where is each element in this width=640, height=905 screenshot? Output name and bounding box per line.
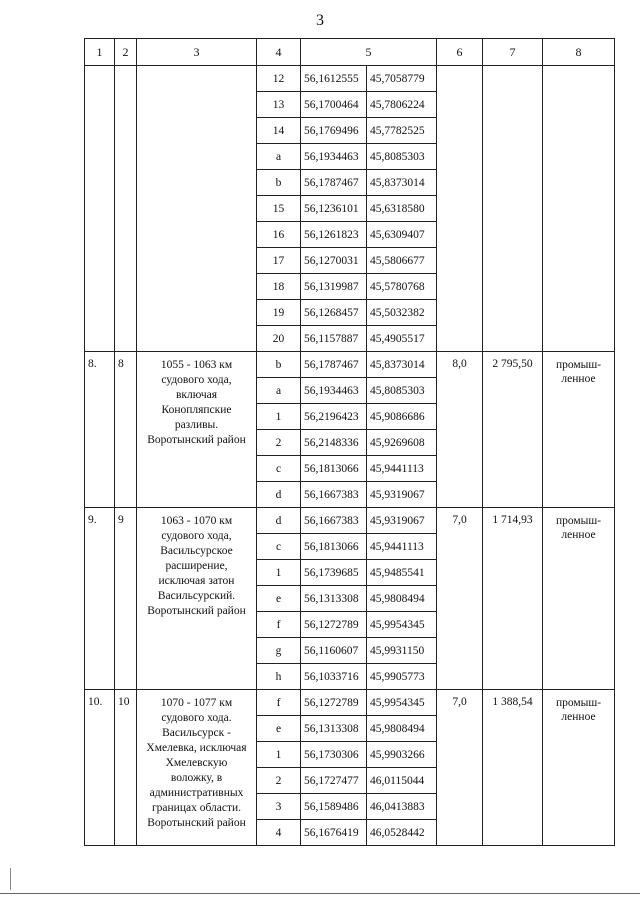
latitude-cell: 56,1667383 bbox=[301, 482, 367, 508]
table-row bbox=[85, 352, 615, 378]
header-row bbox=[85, 39, 615, 66]
section-id: 8 bbox=[115, 352, 137, 508]
point-label: 16 bbox=[257, 222, 301, 248]
longitude-cell: 45,9269608 bbox=[367, 430, 437, 456]
longitude-cell: 46,0528442 bbox=[367, 820, 437, 846]
latitude-cell: 56,1272789 bbox=[301, 612, 367, 638]
description-line: Хмелевка, исключая bbox=[146, 742, 247, 754]
latitude-cell: 56,1769496 bbox=[301, 118, 367, 144]
point-label: 1 bbox=[257, 742, 301, 768]
longitude-cell: 46,0115044 bbox=[367, 768, 437, 794]
usage-line: ленное bbox=[561, 529, 596, 541]
latitude-cell: 56,1787467 bbox=[301, 352, 367, 378]
description-line: судового хода, bbox=[161, 374, 232, 386]
longitude-cell: 45,6309407 bbox=[367, 222, 437, 248]
latitude-cell: 56,1612555 bbox=[301, 66, 367, 92]
col-7-blank bbox=[483, 66, 543, 352]
point-label: a bbox=[257, 378, 301, 404]
section-number: 8. bbox=[85, 352, 115, 508]
longitude-cell: 46,0413883 bbox=[367, 794, 437, 820]
latitude-cell: 56,1261823 bbox=[301, 222, 367, 248]
table-row bbox=[85, 508, 615, 534]
description-line: Воротынский район bbox=[147, 605, 246, 617]
longitude-cell: 45,8085303 bbox=[367, 144, 437, 170]
longitude-cell: 45,9903266 bbox=[367, 742, 437, 768]
header-col-7: 7 bbox=[483, 39, 543, 66]
latitude-cell: 56,1787467 bbox=[301, 170, 367, 196]
longitude-cell: 45,5780768 bbox=[367, 274, 437, 300]
usage-line: промыш- bbox=[555, 515, 602, 527]
section-area: 7,0 bbox=[437, 508, 483, 690]
latitude-cell: 56,1934463 bbox=[301, 378, 367, 404]
usage-line: промыш- bbox=[555, 359, 602, 371]
latitude-cell: 56,1739685 bbox=[301, 560, 367, 586]
point-label: 4 bbox=[257, 820, 301, 846]
description-line: воложку, в bbox=[170, 772, 223, 784]
header-col-6: 6 bbox=[437, 39, 483, 66]
header-col-1: 1 bbox=[85, 39, 115, 66]
header-col-5: 5 bbox=[301, 39, 437, 66]
point-label: 14 bbox=[257, 118, 301, 144]
description-line: расширение, bbox=[165, 560, 228, 572]
point-label: 1 bbox=[257, 404, 301, 430]
table-row bbox=[85, 66, 615, 92]
longitude-cell: 45,9954345 bbox=[367, 690, 437, 716]
description-line: судового хода, bbox=[161, 530, 232, 542]
point-label: 2 bbox=[257, 768, 301, 794]
longitude-cell: 45,5032382 bbox=[367, 300, 437, 326]
section-id: 10 bbox=[115, 690, 137, 846]
description-line: включая bbox=[175, 389, 218, 401]
longitude-cell: 45,5806677 bbox=[367, 248, 437, 274]
point-label: d bbox=[257, 508, 301, 534]
section-id: 9 bbox=[115, 508, 137, 690]
description-line: судового хода. bbox=[161, 712, 232, 724]
description-line: административных bbox=[149, 787, 244, 799]
longitude-cell: 45,9441113 bbox=[367, 456, 437, 482]
description-line: Васильсурское bbox=[160, 545, 233, 557]
section-usage bbox=[543, 352, 615, 508]
section-number: 10. bbox=[85, 690, 115, 846]
point-label: e bbox=[257, 716, 301, 742]
point-label: 1 bbox=[257, 560, 301, 586]
point-label: 20 bbox=[257, 326, 301, 352]
point-label: 15 bbox=[257, 196, 301, 222]
description-line: 1070 - 1077 км bbox=[160, 697, 233, 709]
usage-line: промыш- bbox=[555, 697, 602, 709]
point-label: h bbox=[257, 664, 301, 690]
margin-mark bbox=[10, 868, 11, 890]
longitude-cell: 45,7782525 bbox=[367, 118, 437, 144]
longitude-cell: 45,9441113 bbox=[367, 534, 437, 560]
point-label: 19 bbox=[257, 300, 301, 326]
usage-line: ленное bbox=[561, 711, 596, 723]
point-label: c bbox=[257, 534, 301, 560]
latitude-cell: 56,1727477 bbox=[301, 768, 367, 794]
point-label: d bbox=[257, 482, 301, 508]
longitude-cell: 45,8373014 bbox=[367, 352, 437, 378]
section-number: 9. bbox=[85, 508, 115, 690]
point-label: 2 bbox=[257, 430, 301, 456]
section-description bbox=[137, 690, 257, 846]
section-description bbox=[137, 508, 257, 690]
section-description bbox=[137, 352, 257, 508]
latitude-cell: 56,1313308 bbox=[301, 716, 367, 742]
description-line: исключая затон bbox=[158, 575, 235, 587]
description-line: разливы. bbox=[174, 419, 219, 431]
col-3-blank bbox=[137, 66, 257, 352]
latitude-cell: 56,2148336 bbox=[301, 430, 367, 456]
point-label: 3 bbox=[257, 794, 301, 820]
longitude-cell: 45,7058779 bbox=[367, 66, 437, 92]
section-area: 8,0 bbox=[437, 352, 483, 508]
description-line: Васильсурск - bbox=[162, 727, 231, 739]
latitude-cell: 56,1033716 bbox=[301, 664, 367, 690]
latitude-cell: 56,1667383 bbox=[301, 508, 367, 534]
description-line: Хмелевскую bbox=[165, 757, 228, 769]
section-area: 7,0 bbox=[437, 690, 483, 846]
latitude-cell: 56,1319987 bbox=[301, 274, 367, 300]
longitude-cell: 45,9485541 bbox=[367, 560, 437, 586]
latitude-cell: 56,1268457 bbox=[301, 300, 367, 326]
header-col-2: 2 bbox=[115, 39, 137, 66]
section-usage bbox=[543, 508, 615, 690]
description-line: Васильсурский. bbox=[157, 590, 236, 602]
latitude-cell: 56,1160607 bbox=[301, 638, 367, 664]
latitude-cell: 56,1589486 bbox=[301, 794, 367, 820]
longitude-cell: 45,8373014 bbox=[367, 170, 437, 196]
point-label: a bbox=[257, 144, 301, 170]
description-line: Конопляпские bbox=[161, 404, 232, 416]
page-number: 3 bbox=[316, 12, 324, 29]
latitude-cell: 56,1700464 bbox=[301, 92, 367, 118]
latitude-cell: 56,1236101 bbox=[301, 196, 367, 222]
longitude-cell: 45,9931150 bbox=[367, 638, 437, 664]
usage-line: ленное bbox=[561, 373, 596, 385]
latitude-cell: 56,1270031 bbox=[301, 248, 367, 274]
latitude-cell: 56,1813066 bbox=[301, 456, 367, 482]
longitude-cell: 45,9808494 bbox=[367, 716, 437, 742]
longitude-cell: 45,7806224 bbox=[367, 92, 437, 118]
latitude-cell: 56,1934463 bbox=[301, 144, 367, 170]
header-col-3: 3 bbox=[137, 39, 257, 66]
description-line: 1055 - 1063 км bbox=[160, 359, 233, 371]
col-6-blank bbox=[437, 66, 483, 352]
longitude-cell: 45,8085303 bbox=[367, 378, 437, 404]
point-label: b bbox=[257, 352, 301, 378]
table-row bbox=[85, 690, 615, 716]
longitude-cell: 45,9086686 bbox=[367, 404, 437, 430]
point-label: e bbox=[257, 586, 301, 612]
point-label: g bbox=[257, 638, 301, 664]
col-8-blank bbox=[543, 66, 615, 352]
description-line: Воротынский район bbox=[147, 434, 246, 446]
latitude-cell: 56,1730306 bbox=[301, 742, 367, 768]
description-line: Воротынский район bbox=[147, 817, 246, 829]
coordinates-table bbox=[84, 38, 615, 846]
longitude-cell: 45,4905517 bbox=[367, 326, 437, 352]
header-col-4: 4 bbox=[257, 39, 301, 66]
point-label: 13 bbox=[257, 92, 301, 118]
header-col-8: 8 bbox=[543, 39, 615, 66]
longitude-cell: 45,9319067 bbox=[367, 482, 437, 508]
latitude-cell: 56,2196423 bbox=[301, 404, 367, 430]
latitude-cell: 56,1813066 bbox=[301, 534, 367, 560]
description-line: границах области. bbox=[151, 802, 242, 814]
section-value: 2 795,50 bbox=[483, 352, 543, 508]
point-label: b bbox=[257, 170, 301, 196]
page-bottom-rule bbox=[0, 893, 640, 894]
point-label: 17 bbox=[257, 248, 301, 274]
section-usage bbox=[543, 690, 615, 846]
col-1-blank bbox=[85, 66, 115, 352]
point-label: 18 bbox=[257, 274, 301, 300]
latitude-cell: 56,1313308 bbox=[301, 586, 367, 612]
description-line: 1063 - 1070 км bbox=[160, 515, 233, 527]
latitude-cell: 56,1676419 bbox=[301, 820, 367, 846]
longitude-cell: 45,6318580 bbox=[367, 196, 437, 222]
section-value: 1 714,93 bbox=[483, 508, 543, 690]
longitude-cell: 45,9319067 bbox=[367, 508, 437, 534]
col-2-blank bbox=[115, 66, 137, 352]
latitude-cell: 56,1272789 bbox=[301, 690, 367, 716]
section-value: 1 388,54 bbox=[483, 690, 543, 846]
latitude-cell: 56,1157887 bbox=[301, 326, 367, 352]
longitude-cell: 45,9954345 bbox=[367, 612, 437, 638]
longitude-cell: 45,9905773 bbox=[367, 664, 437, 690]
point-label: f bbox=[257, 690, 301, 716]
longitude-cell: 45,9808494 bbox=[367, 586, 437, 612]
point-label: 12 bbox=[257, 66, 301, 92]
point-label: c bbox=[257, 456, 301, 482]
point-label: f bbox=[257, 612, 301, 638]
